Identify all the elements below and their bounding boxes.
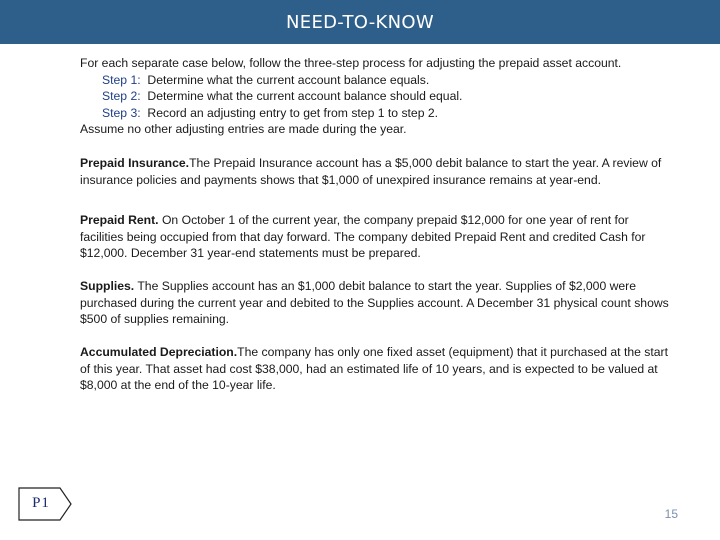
case-name: Prepaid Insurance. (80, 156, 190, 170)
case-prepaid-insurance (80, 155, 670, 188)
slide-title: NEED-TO-KNOW (286, 11, 434, 33)
case-name: Prepaid Rent. (80, 213, 159, 227)
step-3-label: Step 3: (102, 105, 141, 120)
instructions-note: Assume no other adjusting entries are made during the year. (80, 122, 407, 137)
slide-content (80, 55, 670, 393)
step-3-text: Record an adjusting entry to get from step 1 to step 2. (147, 105, 439, 120)
case-text: The Prepaid Insurance account has a $5,000 debit balance to start the year. A review of insurance policies and payments shows that $1,000 of unexpired insurance remains at year-end. (80, 156, 662, 187)
instructions-lead: For each separate case below, follow the three-step process for adjusting the prepaid asset account. (80, 56, 622, 70)
step-1-label: Step 1: (102, 72, 141, 87)
step-3 (80, 105, 670, 122)
step-2 (80, 88, 670, 105)
case-text: The company has only one fixed asset (equipment) that it purchased at the start of this year. That asset had cost $38,000, had an estimated life of 10 years, and is expected to be valued at $8,000 at the end of the 10-year life. (80, 345, 668, 393)
case-supplies (80, 278, 670, 328)
title-bar (0, 0, 720, 44)
step-1-text: Determine what the current account balance equals. (147, 72, 430, 87)
step-2-label: Step 2: (102, 89, 141, 104)
step-1 (80, 72, 670, 89)
instructions (80, 55, 670, 138)
case-text: On October 1 of the current year, the company prepaid $12,000 for one year of rent for facilities being occupied from that day forward. The company debited Prepaid Rent and credited Cash for $12,000. December 31 year-end statements must be prepared. (80, 213, 646, 261)
case-prepaid-rent (80, 212, 670, 262)
page-number: 15 (664, 507, 678, 521)
case-name: Supplies. (80, 279, 135, 293)
case-text: The Supplies account has an $1,000 debit balance to start the year. Supplies of $2,000 were purchased during the current year and debited to the Supplies account. A December 31 physical count shows $500 of supplies remaining. (80, 279, 669, 327)
case-accumulated-depreciation (80, 344, 670, 394)
learning-objective-badge[interactable] (18, 487, 72, 521)
learning-objective-label: P1 (32, 495, 50, 511)
step-2-text: Determine what the current account balance should equal. (147, 89, 463, 104)
case-name: Accumulated Depreciation. (80, 345, 238, 359)
